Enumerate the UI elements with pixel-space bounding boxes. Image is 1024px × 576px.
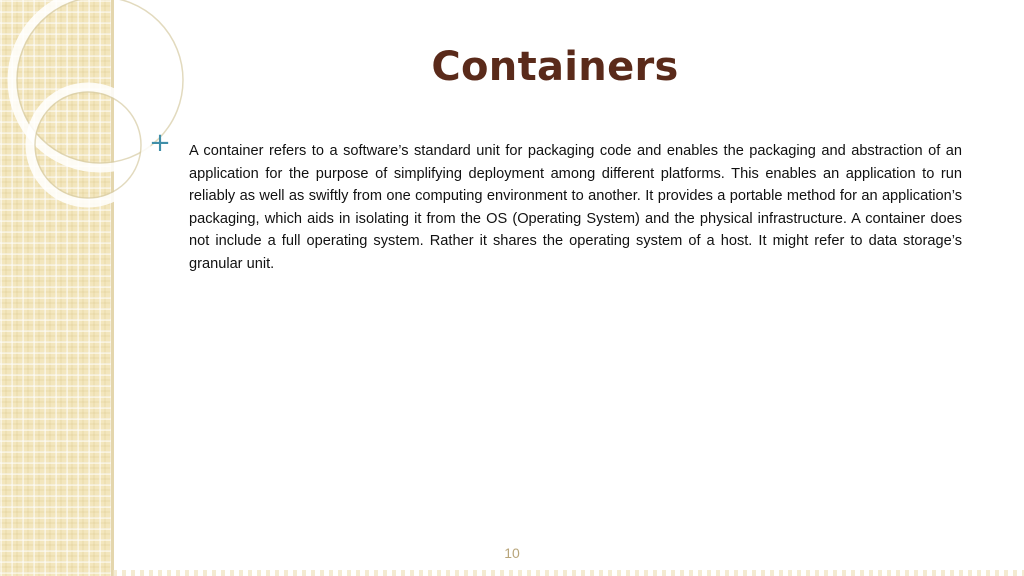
rings-decoration	[0, 0, 200, 220]
slide-title: Containers	[431, 44, 679, 90]
plus-icon: +	[149, 128, 171, 158]
slide-body-text: A container refers to a software’s standard unit for packaging code and enables the packaging and abstraction of an application for the purpose of simplifying deployment among different platforms. This enables an application to run reliably as well as swiftly from one computing environment to another. It provides a portable method for an application’s packaging, which aids in isolating it from the OS (Operating System) and the physical infrastructure. A container does not include a full operating system. Rather it shares the operating system of a host. It might refer to data storage’s granular unit.	[189, 143, 962, 272]
bottom-pattern-strip	[113, 570, 1024, 576]
page-number: 10	[504, 545, 520, 561]
ring-small-shadow	[35, 92, 141, 198]
